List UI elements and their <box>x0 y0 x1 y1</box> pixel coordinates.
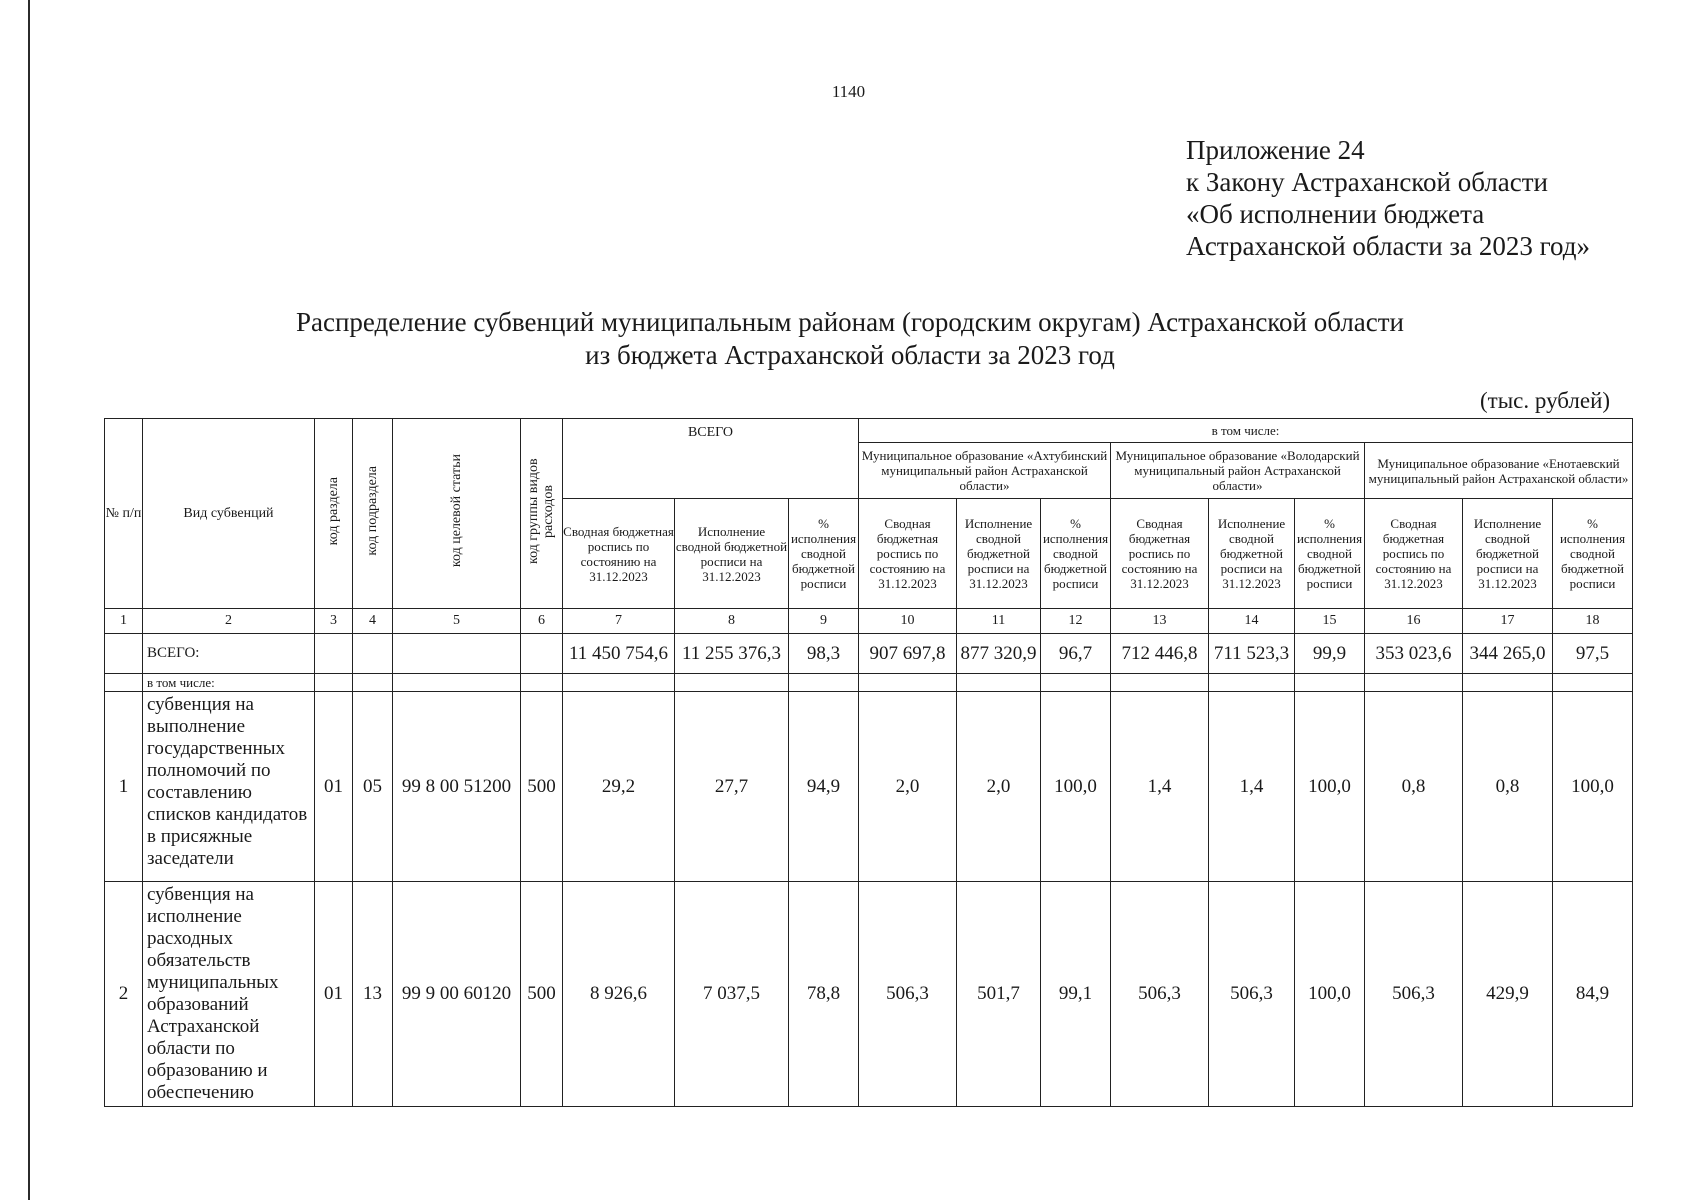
header-including: в том числе: <box>859 419 1633 443</box>
header-total: ВСЕГО <box>563 419 859 499</box>
row-value: 429,9 <box>1463 882 1553 1107</box>
row-subsection: 13 <box>353 882 393 1107</box>
including-row <box>105 674 1633 692</box>
row-value: 0,8 <box>1365 692 1463 882</box>
total-value: 11 255 376,3 <box>675 634 789 674</box>
row-value: 1,4 <box>1111 692 1209 882</box>
header-plan: Сводная бюджетная роспись по состоянию на 31.12.2023 <box>1365 499 1463 609</box>
total-value: 98,3 <box>789 634 859 674</box>
total-value: 353 023,6 <box>1365 634 1463 674</box>
binding-line <box>28 0 30 1200</box>
row-group: 500 <box>521 882 563 1107</box>
row-section: 01 <box>315 882 353 1107</box>
column-number: 14 <box>1209 609 1295 634</box>
column-number: 12 <box>1041 609 1111 634</box>
subventions-table <box>104 418 1633 1107</box>
total-value: 97,5 <box>1553 634 1633 674</box>
column-number: 16 <box>1365 609 1463 634</box>
including-label: в том числе: <box>143 674 315 692</box>
appendix-line: «Об исполнении бюджета <box>1186 199 1485 229</box>
header-pct: % исполнения сводной бюджетной росписи <box>1553 499 1633 609</box>
row-value: 2,0 <box>859 692 957 882</box>
header-target: код целевой статьи <box>393 419 521 609</box>
header-num: № п/п <box>105 419 143 609</box>
row-value: 8 926,6 <box>563 882 675 1107</box>
column-number: 8 <box>675 609 789 634</box>
row-value: 1,4 <box>1209 692 1295 882</box>
title-line: из бюджета Астраханской области за 2023 год <box>585 340 1115 370</box>
row-value: 100,0 <box>1553 692 1633 882</box>
column-number: 17 <box>1463 609 1553 634</box>
column-number: 15 <box>1295 609 1365 634</box>
row-kind: субвенция на выполнение государственных полномочий по составлению списков кандидатов в присяжные заседатели <box>143 692 315 882</box>
appendix-line: Астраханской области за 2023 год» <box>1186 231 1590 261</box>
column-number: 4 <box>353 609 393 634</box>
row-value: 94,9 <box>789 692 859 882</box>
column-number: 6 <box>521 609 563 634</box>
title-line: Распределение субвенций муниципальным районам (городским округам) Астраханской области <box>295 307 1405 337</box>
column-number: 3 <box>315 609 353 634</box>
header-mo-volodarsky: Муниципальное образование «Володарский муниципальный район Астраханской области» <box>1111 443 1365 499</box>
header-subsection: код подраздела <box>353 419 393 609</box>
total-row <box>105 634 1633 674</box>
total-label: ВСЕГО: <box>143 634 315 674</box>
row-value: 100,0 <box>1041 692 1111 882</box>
row-target: 99 8 00 51200 <box>393 692 521 882</box>
column-number-row <box>105 609 1633 634</box>
header-pct: % исполнения сводной бюджетной росписи <box>1295 499 1365 609</box>
column-number: 7 <box>563 609 675 634</box>
table-row <box>105 882 1633 1107</box>
row-value: 506,3 <box>1209 882 1295 1107</box>
header-plan: Сводная бюджетная роспись по состоянию на 31.12.2023 <box>859 499 957 609</box>
row-value: 7 037,5 <box>675 882 789 1107</box>
row-value: 501,7 <box>957 882 1041 1107</box>
row-num: 1 <box>105 692 143 882</box>
row-subsection: 05 <box>353 692 393 882</box>
document-title <box>250 306 1450 372</box>
row-kind: субвенция на исполнение расходных обязательств муниципальных образований Астраханской области по образованию и обеспечению <box>143 882 315 1107</box>
appendix-line: к Закону Астраханской области <box>1186 167 1549 197</box>
total-value: 344 265,0 <box>1463 634 1553 674</box>
appendix-block <box>1186 134 1590 262</box>
total-value: 877 320,9 <box>957 634 1041 674</box>
column-number: 1 <box>105 609 143 634</box>
row-value: 0,8 <box>1463 692 1553 882</box>
row-value: 506,3 <box>1365 882 1463 1107</box>
total-value: 99,9 <box>1295 634 1365 674</box>
column-number: 18 <box>1553 609 1633 634</box>
subventions-table-wrap <box>104 418 1633 1107</box>
table-row <box>105 692 1633 882</box>
total-value: 11 450 754,6 <box>563 634 675 674</box>
row-value: 2,0 <box>957 692 1041 882</box>
column-number: 9 <box>789 609 859 634</box>
column-number: 13 <box>1111 609 1209 634</box>
total-value: 907 697,8 <box>859 634 957 674</box>
header-exec: Исполнение сводной бюджетной росписи на 31.12.2023 <box>957 499 1041 609</box>
row-value: 99,1 <box>1041 882 1111 1107</box>
row-value: 84,9 <box>1553 882 1633 1107</box>
header-pct: % исполнения сводной бюджетной росписи <box>789 499 859 609</box>
row-section: 01 <box>315 692 353 882</box>
column-number: 11 <box>957 609 1041 634</box>
header-pct: % исполнения сводной бюджетной росписи <box>1041 499 1111 609</box>
row-target: 99 9 00 60120 <box>393 882 521 1107</box>
total-value: 96,7 <box>1041 634 1111 674</box>
row-value: 100,0 <box>1295 882 1365 1107</box>
header-section: код раздела <box>315 419 353 609</box>
column-number: 5 <box>393 609 521 634</box>
header-exec: Исполнение сводной бюджетной росписи на 31.12.2023 <box>1209 499 1295 609</box>
column-number: 10 <box>859 609 957 634</box>
row-num: 2 <box>105 882 143 1107</box>
appendix-line: Приложение 24 <box>1186 135 1365 165</box>
header-group: код группы видов расходов <box>521 419 563 609</box>
header-exec: Исполнение сводной бюджетной росписи на 31.12.2023 <box>1463 499 1553 609</box>
total-value: 711 523,3 <box>1209 634 1295 674</box>
row-value: 78,8 <box>789 882 859 1107</box>
row-value: 29,2 <box>563 692 675 882</box>
page-number: 1140 <box>831 82 866 101</box>
header-exec: Исполнение сводной бюджетной росписи на 31.12.2023 <box>675 499 789 609</box>
header-mo-enotaevsky: Муниципальное образование «Енотаевский муниципальный район Астраханской области» <box>1365 443 1633 499</box>
column-number: 2 <box>143 609 315 634</box>
total-value: 712 446,8 <box>1111 634 1209 674</box>
row-value: 506,3 <box>1111 882 1209 1107</box>
row-group: 500 <box>521 692 563 882</box>
header-plan: Сводная бюджетная роспись по состоянию на 31.12.2023 <box>1111 499 1209 609</box>
row-value: 506,3 <box>859 882 957 1107</box>
row-value: 27,7 <box>675 692 789 882</box>
unit-note: (тыс. рублей) <box>1480 388 1611 413</box>
row-value: 100,0 <box>1295 692 1365 882</box>
header-mo-akhtubinsky: Муниципальное образование «Ахтубинский муниципальный район Астраханской области» <box>859 443 1111 499</box>
header-plan: Сводная бюджетная роспись по состоянию на 31.12.2023 <box>563 499 675 609</box>
header-kind: Вид субвенций <box>143 419 315 609</box>
